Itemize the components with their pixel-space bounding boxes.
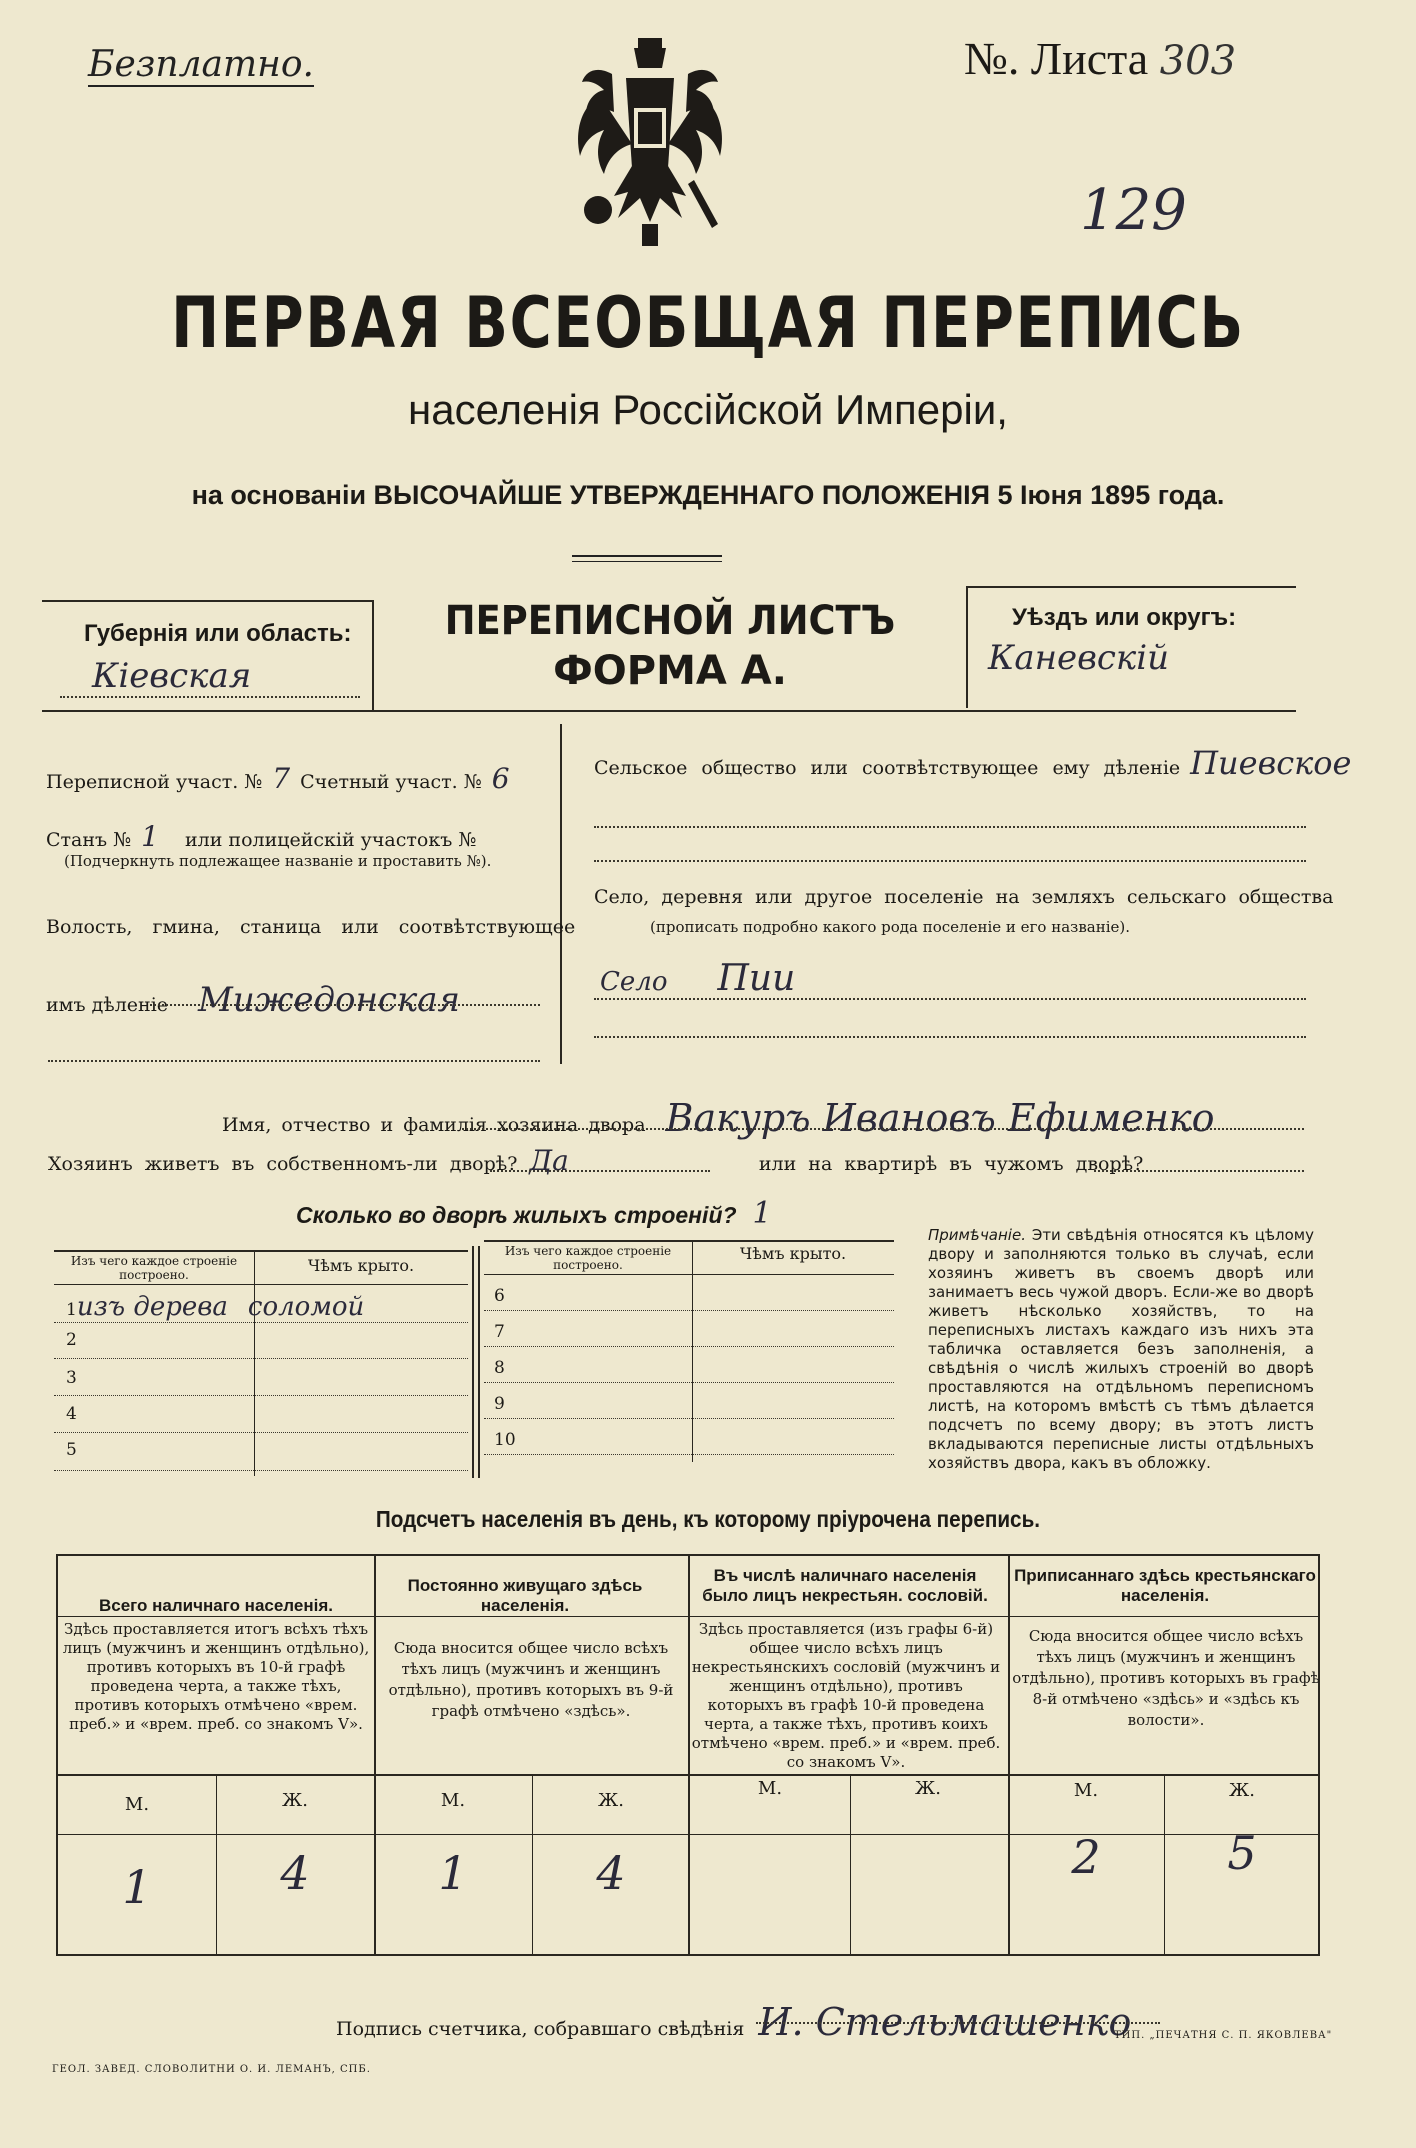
column-divider xyxy=(560,724,562,1064)
volost-label: Волость, гмина, станица или соотвѣтствующее xyxy=(46,916,576,938)
owner-name-value: Вакуръ Ивановъ Ефименко xyxy=(665,1096,1215,1140)
police-caption: или полицейскій участокъ № xyxy=(184,829,477,851)
census-section-label xyxy=(46,762,510,795)
row-number: 3 xyxy=(66,1368,77,1388)
owner-line xyxy=(462,1128,1304,1130)
buildings-left-row-1 xyxy=(66,1292,364,1322)
sex-m-2: М. xyxy=(440,1790,466,1811)
own-yard-line xyxy=(490,1170,710,1172)
col-material-header: Изъ чего каждое строеніе построено. xyxy=(70,1254,238,1282)
province-line xyxy=(60,696,360,698)
count-section-value: 6 xyxy=(491,762,510,795)
note-caption: Примѣчаніе. xyxy=(928,1226,1026,1244)
buildings-value: 1 xyxy=(752,1196,772,1231)
sex-f-2: Ж. xyxy=(598,1790,624,1811)
sex-m-3: М. xyxy=(757,1778,783,1799)
village-line-2 xyxy=(594,1036,1306,1038)
row-number: 10 xyxy=(494,1430,516,1450)
volost-caption: имъ дѣленіе xyxy=(46,994,169,1016)
volost-line xyxy=(150,1004,540,1006)
row-number: 5 xyxy=(66,1440,77,1460)
stan-caption: Станъ № xyxy=(46,829,132,851)
sheet-number-caption: №. Листа xyxy=(964,33,1149,84)
material-value: изъ дерева xyxy=(76,1292,228,1322)
own-yard-value: Да xyxy=(529,1144,569,1177)
society-value: Пиевское xyxy=(1190,744,1352,782)
owner-name-caption: Имя, отчество и фамилія хозяина двора xyxy=(222,1114,646,1136)
tally-col-2-header: Постоянно живущаго здѣсь населенія. xyxy=(407,1576,643,1615)
sex-m-4: М. xyxy=(1073,1780,1099,1801)
note-text: Эти свѣдѣнія относятся къ цѣлому двору и заполняются только въ случаѣ, если хозяинъ живетъ въ своемъ дворѣ или занимаетъ весь чужой дворъ. Если-же во дворѣ живетъ нѣсколько хозяйствъ, то на переписныхъ листахъ каждаго изъ нихъ эта табличка оставляется безъ заполненія, а свѣдѣнія о числѣ жилыхъ строеній во дворѣ проставляются на отдѣльномъ переписномъ листѣ, на которомъ вмѣстѣ съ тѣмъ дѣлается подсчетъ по всему двору; въ этотъ листъ вкладываются переписные листы отдѣльныхъ хозяйствъ двора, какъ въ обложку. xyxy=(928,1226,1314,1472)
legal-basis: на основаніи ВЫСОЧАЙШЕ УТВЕРЖДЕННАГО ПОЛОЖЕНІЯ 5 Іюня 1895 года. xyxy=(191,480,1225,510)
society-caption: Сельское общество или соотвѣтствующее ему дѣленіе xyxy=(594,757,1181,779)
form-subtitle: ФОРМА А. xyxy=(553,648,787,694)
village-name-value: Пии xyxy=(717,958,796,999)
signature-line xyxy=(756,2022,1160,2024)
registered-male-value: 2 xyxy=(1071,1830,1101,1884)
buildings-caption: Сколько во дворѣ жилыхъ строеній? xyxy=(296,1202,737,1228)
count-section-caption: Счетный участ. № xyxy=(300,771,482,793)
society-line-2 xyxy=(594,860,1306,862)
printer-imprint: ТИП. „ПЕЧАТНЯ С. П. ЯКОВЛЕВА" xyxy=(1114,2030,1333,2041)
tables-divider-2 xyxy=(478,1246,480,1478)
permanent-female-value: 4 xyxy=(596,1846,626,1900)
free-label: Безплатно. xyxy=(88,44,314,85)
rent-line xyxy=(1094,1170,1304,1172)
sheet-number-label xyxy=(964,32,1236,85)
tally-col-3-desc: Здѣсь проставляется (изъ графы 6-й) общее число всѣхъ лицъ некрестьянскихъ сословій (мужчинъ и женщинъ отдѣльно), противъ которыхъ въ графѣ 10-й проведена черта, а также тѣхъ, противъ коихъ отмѣчено «врем. преб.» и «врем. преб. со знакомъ V». xyxy=(691,1620,1001,1771)
province-value: Кіевская xyxy=(92,656,252,696)
stan-row xyxy=(46,820,476,853)
own-yard-row xyxy=(48,1144,1143,1177)
village-row xyxy=(600,958,795,999)
tally-title: Подсчетъ населенія въ день, къ которому пріурочена перепись. xyxy=(375,1506,1041,1532)
tally-col-2-desc: Сюда вносится общее число всѣхъ тѣхъ лицъ (мужчинъ и женщинъ отдѣльно), противъ которыхъ въ 9-й графѣ отмѣчено «здѣсь». xyxy=(388,1639,674,1720)
frame-top-rule xyxy=(42,600,372,602)
form-title: ПЕРЕПИСНОЙ ЛИСТЪ xyxy=(444,598,896,644)
tally-col-4-header: Приписаннаго здѣсь крестьянскаго населенія. xyxy=(1014,1566,1316,1605)
census-section-value: 7 xyxy=(272,762,291,795)
signature-value: И. Стельмашенко xyxy=(758,2000,1132,2044)
row-number: 7 xyxy=(494,1322,505,1342)
row-number: 9 xyxy=(494,1394,505,1414)
tables-divider xyxy=(472,1246,474,1478)
roof-value: соломой xyxy=(247,1292,365,1322)
frame-bottom-rule xyxy=(42,710,1296,712)
buildings-row xyxy=(296,1196,772,1231)
village-label: Село, деревня или другое поселеніе на земляхъ сельскаго общества xyxy=(594,886,1334,908)
tally-col-1-header: Всего наличнаго населенія. xyxy=(99,1596,333,1615)
total-male-value: 1 xyxy=(122,1860,152,1914)
village-note: (прописать подробно какого рода поселеніе и его названіе). xyxy=(650,918,1130,936)
stan-note: (Подчеркнуть подлежащее названіе и проставить №). xyxy=(64,852,492,870)
rent-caption: или на квартирѣ въ чужомъ дворѣ? xyxy=(758,1153,1144,1175)
signature-caption: Подпись счетчика, собравшаго свѣдѣнія xyxy=(336,2018,745,2040)
tally-col-1-desc: Здѣсь проставляется итогъ всѣхъ тѣхъ лицъ (мужчинъ и женщинъ отдѣльно), противъ которыхъ въ 10-й графѣ проведена черта, а также тѣхъ, противъ которыхъ отмѣчено «врем. преб.» и «врем. преб. со знакомъ V». xyxy=(62,1620,370,1733)
ornament-divider xyxy=(572,555,722,562)
own-yard-caption: Хозяинъ живетъ въ собственномъ-ли дворѣ? xyxy=(48,1153,518,1175)
tally-col-3-header: Въ числѣ наличнаго населенія было лицъ некрестьян. сословій. xyxy=(702,1566,988,1605)
note-paragraph xyxy=(928,1226,1314,1473)
row-number: 2 xyxy=(66,1330,77,1350)
row-number: 8 xyxy=(494,1358,505,1378)
col-material-header: Изъ чего каждое строеніе построено. xyxy=(504,1244,672,1272)
volost-row xyxy=(46,980,460,1020)
row-number: 6 xyxy=(494,1286,505,1306)
society-line xyxy=(594,826,1306,828)
census-section-caption: Переписной участ. № xyxy=(46,771,263,793)
tally-col-4-desc: Сюда вносится общее число всѣхъ тѣхъ лицъ (мужчинъ и женщинъ отдѣльно), противъ которыхъ въ графѣ 8-й отмѣчено «здѣсь» и «здѣсь къ волости». xyxy=(1012,1627,1320,1729)
frame-top-rule-right xyxy=(966,586,1296,588)
col-roof-header: Чѣмъ крыто. xyxy=(739,1244,847,1263)
col-roof-header: Чѣмъ крыто. xyxy=(307,1256,415,1275)
archive-number: 129 xyxy=(1080,178,1187,243)
row-number: 1 xyxy=(66,1300,77,1320)
row-number: 4 xyxy=(66,1404,77,1424)
frame-right-divider xyxy=(966,586,968,708)
sex-f-4: Ж. xyxy=(1229,1780,1255,1801)
village-type-value: Село xyxy=(600,967,668,997)
buildings-table-left xyxy=(54,1250,468,1476)
permanent-male-value: 1 xyxy=(438,1846,468,1900)
sheet-number-value: 303 xyxy=(1159,38,1237,84)
sex-m-1: М. xyxy=(124,1794,150,1815)
district-label: Уѣздъ или округъ: xyxy=(1012,604,1237,631)
registered-female-value: 5 xyxy=(1227,1826,1257,1880)
volost-value: Мижедонская xyxy=(198,980,461,1020)
stan-value: 1 xyxy=(141,820,159,853)
double-headed-eagle-icon xyxy=(572,34,728,252)
society-row xyxy=(594,744,1351,782)
subtitle: населенія Россійской Имперіи, xyxy=(408,386,1008,433)
district-value: Каневскій xyxy=(988,638,1170,678)
lithography-imprint: ГЕОЛ. ЗАВЕД. СЛОВОЛИТНИ О. И. ЛЕМАНЪ, СПБ. xyxy=(52,2064,371,2075)
total-female-value: 4 xyxy=(280,1846,310,1900)
volost-line-2 xyxy=(48,1060,540,1062)
sex-f-3: Ж. xyxy=(915,1778,941,1799)
village-line xyxy=(594,998,1306,1000)
main-title: ПЕРВАЯ ВСЕОБЩАЯ ПЕРЕПИСЬ xyxy=(171,282,1245,364)
province-label: Губернія или область: xyxy=(84,620,352,647)
sex-f-1: Ж. xyxy=(282,1790,308,1811)
buildings-table-right xyxy=(484,1240,894,1462)
owner-name-row xyxy=(222,1096,1215,1140)
